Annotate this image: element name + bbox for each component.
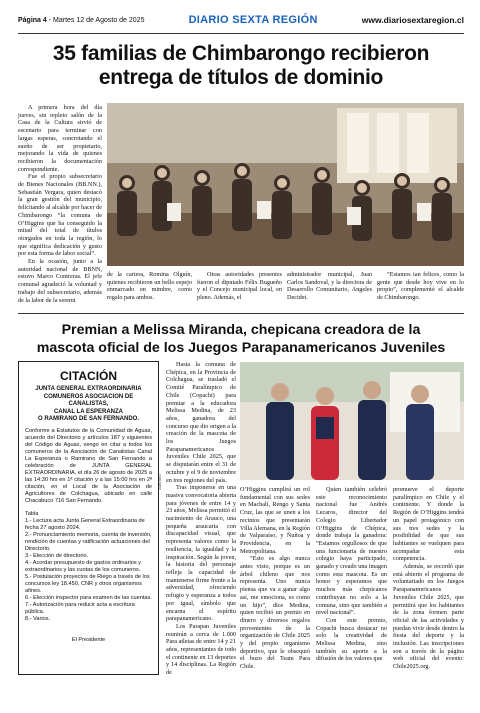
agenda-item: 1.- Lectura acta Junta General Extraordinaria de fecha 27 agosto 2024. xyxy=(25,517,145,531)
citation-notice xyxy=(18,361,159,675)
citation-agenda-label: Tabla xyxy=(25,510,39,517)
ceremony-photo xyxy=(107,103,464,266)
citation-body: Conforme a Estatutos de la Comunidad de Aguas, acuerdo del Directorio y artículos 187 y siguientes del Código de Aguas, vengo en citar a todos los comuneros de la Asociación de Canalistas Canal La Esperanza o Ramirano de San Fernando a celebración de JUNTA GENERAL EXTRAORDINARIA, el día 26 de agosto de 2025 a las 14:30 hrs en 1ª citación y a las 15:00 hrs en 2ª citación, en el Local de la Asociación de Agricultores de Colchagua, ubicado en calle Chacabuco 716 San Fernando. xyxy=(25,427,152,504)
agenda-item: 7.- Autorización para reducir acta a escritura pública. xyxy=(25,601,135,615)
article1-column2: de la cartera, Romina Olguín, quienes recibieron un bello espejo enmarcado en mimbre, como regalo para ambos. xyxy=(107,271,192,302)
ad-code: 2087050 xyxy=(157,474,162,490)
article2-column4: promueve el deporte paralímpico en Chile y el continente. Y donde la Región de O’Higgins tendrá un papel protagónico con sus tres sedes y la posibilidad de que sus habitantes se vuelquen para acompañar esta competencia. Además, se recordó que está abierto el programa de voluntariado en los Juegos Parapanamericanos Juveniles Chile 2025, que permitirá que los habitantes de la zona formen parte oficial de las actividades y puedan vivir desde dentro la fiesta del deporte y la inclusión. Las inscripciones son a través de la página web oficial del evento: Chile2025.org. xyxy=(393,486,464,671)
header-rule xyxy=(18,33,464,34)
agenda-item: 8.- Varios. xyxy=(25,615,51,622)
citation-signature: El Presidente xyxy=(71,636,106,643)
article2-headline: Premian a Melissa Miranda, chepicana creadora de la mascota oficial de los Juegos Parapanamericanos Juveniles xyxy=(36,322,446,356)
agenda-item: 5.- Postulación proyectos de Riego a través de los concursos ley 18.450, CNR y otros organismos afines. xyxy=(25,573,150,594)
newspaper-brand[interactable]: DIARIO SEXTA REGIÓN xyxy=(188,14,318,26)
article1-column1: A primera hora del día jueves, sin repleto salón de la Casa de la Cultura sirvió de escenario para terminar con largas esperas, concretando el sueño de ser propietario, mejorando la vida de quienes recibieron la documentación correspondiente. Fue el propio subsecretario de Bienes Nacionales (BB.NN.), Sebastián Vergara, quien destacó la gran gestión del municipio, felicitando al alcalde por hacer de Chimbarongo “la comuna de O’Higgins que ha conseguido la mitad del total de títulos otorgados en toda la región, lo que significa dedicación y gusto por esta forma de labor social”. En la ocasión, junto a la autoridad nacional de BBNN, estuvo Marco Contreras. El jefe comunal agradeció la voluntad y trabajo del subsecretario, además de la labor de la seremi xyxy=(18,104,102,304)
page-date: Página 4 - Martes 12 de Agosto de 2025 xyxy=(18,16,145,24)
article1-column5: “Estamos tan felices, como la gente que desde hoy vive en lo propio”, complementó el alcalde de Chimbarongo. xyxy=(377,271,464,302)
citation-title: CITACIÓN xyxy=(59,369,118,383)
agenda-item: 6.- Elección inspector para examen de las cuentas. xyxy=(25,594,152,601)
citation-subtitle: JUNTA GENERAL EXTRAORDINARIA COMUNEROS ASOCIACION DE CANALISTAS, CANAL LA ESPERANZA O RAMIRANO DE SAN FERNANDO. xyxy=(35,386,142,423)
article2-column3: Quien también celebró este reconocimiento nacional fue Andrés Lecaros, director del Colegio Libertador O’Higgins de Chépica, donde trabaja la ganadora: “Estamos orgullosos de que una funcionaria de nuestro colegio haya participado, ganado y creado una imagen como esta mascota. Es un honor y esperamos que muchos más chepicanos contribuyan no solo a la comuna, sino que también a nivel nacional”. Con este premio, Copachi busca destacar no solo la creatividad de Melissa Medina, sino también su aporte a la difusión de los valores que xyxy=(316,486,387,663)
mascot-award-photo xyxy=(240,362,464,480)
agenda-item: 4.- Acordar presupuesto de gastos ordinarios y extraordinarios y las cuotas de los comuneros. xyxy=(25,559,141,573)
agenda-item: 2.- Pronunciamiento memoria, cuenta de inversión, rendición de cuentas y ratificación actuaciones del Directorio. xyxy=(25,531,152,552)
article2-column1: Hasta la comuna de Chépica, en la Provincia de Colchagua, se trasladó el Comité Paralímpico de Chile (Copachi) para premiar a la educadora Melissa Medina, de 23 años, ganadora del concurso que dio origen a la creación de la mascota de los Juegos Parapanamericanos Juveniles Chile 2025, que se disputarán entre el 31 de octubre y el 9 de noviembre en tres regiones del país. Tras imponerse en una masiva convocatoria abierta para jóvenes de entre 14 y 23 años, Melissa permitió el nacimiento de Arauco, una pequeña araucaria con discapacidad visual, que representa valores como la resiliencia, la igualdad y la inspiración. Según la joven, la historia del personaje refleja la capacidad de mantenerse firme frente a la adversidad, ofreciendo refugio y esperanza a todos por igual, símbolo que encarna el espíritu parapanamericano. Los Parapan Juveniles reunirán a cerca de 1.000 Para atletas de entre 14 y 21 años, representantes de todo el continente en 13 deportes y 14 disciplinas. La Región de xyxy=(166,361,236,677)
article1-column4: administrador municipal, Juan Carlos Sandoval, y la directora de Desarrollo Comunitario, Angeles Decidet. xyxy=(287,271,372,302)
article2-column2: O’Higgins cumplirá un rol fundamental con sus sedes en Machalí, Rengo y Santa Cruz, las que se unen a los recintos que presentarán Villa Alemana, en la Región de Valparaíso, y Ñuñoa y Providencia, en la Metropolitana. “Esto es algo nunca antes visto, porque es un árbol chileno que nos representa. Uno nunca piensa que va a ganar algo así, me emociona, es como un hijo”, dice Medina, quien recibió un premio en dinero y diversos regalos provenientes de la organización de Chile 2025 y del propio organismo deportivo, que le obsequió el buzo del Team Para Chile. xyxy=(240,486,310,671)
article1-column3: Otras autoridades presentes fueron el diputado Félix Bugueño y el Concejo municipal local, en pleno. Además, el xyxy=(197,271,282,302)
article1-headline: 35 familias de Chimbarongo recibieron entrega de títulos de dominio xyxy=(52,42,430,89)
page-header xyxy=(18,8,464,32)
section-divider xyxy=(18,313,464,314)
website-link[interactable]: www.diariosextaregion.cl xyxy=(361,15,464,25)
agenda-item: 3.- Elección de directorio. xyxy=(25,552,89,559)
